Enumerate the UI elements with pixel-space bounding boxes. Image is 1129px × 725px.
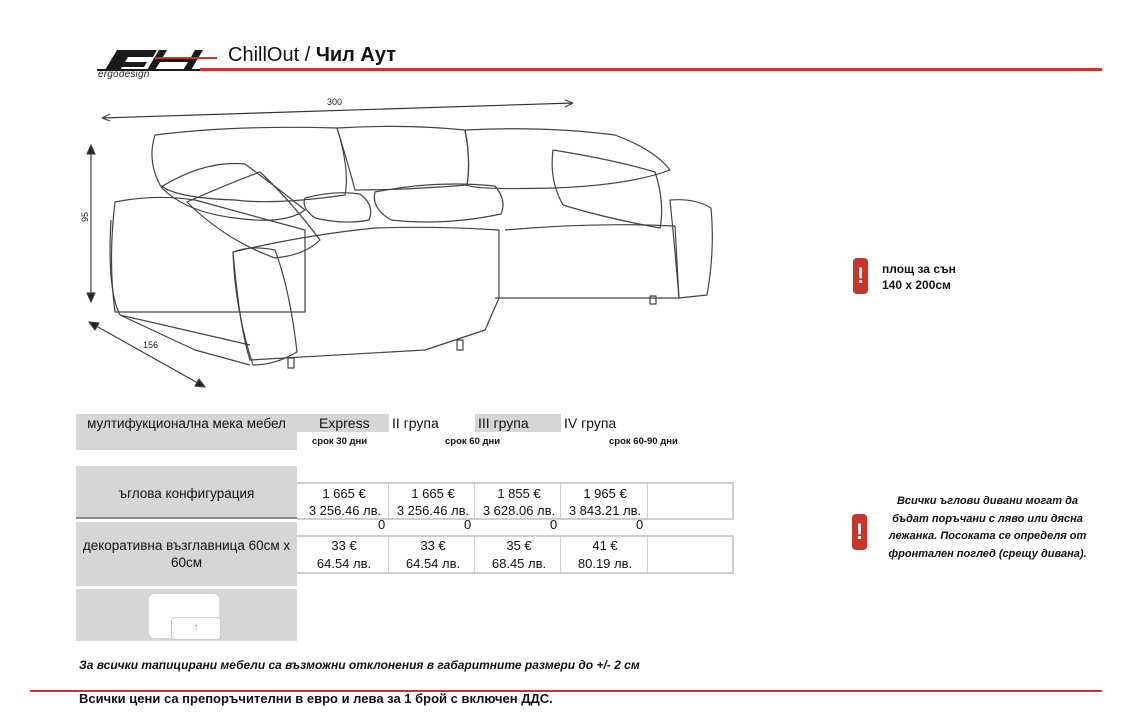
column-separator [388, 537, 389, 572]
page-title [228, 44, 396, 67]
price-bgn: 64.54 лв. [405, 556, 461, 571]
price-bgn: 3 628.06 лв. [482, 503, 556, 518]
logo-wordmark: ergodesign [98, 69, 150, 80]
group-4: IV група [564, 415, 617, 431]
price-eur: 1 965 € [583, 486, 627, 501]
up-arrow-icon[interactable]: ↑ [171, 617, 221, 640]
group-express: Express [319, 415, 370, 431]
row-label-cushion: декоративна възглавница 60см х 60см [82, 538, 291, 570]
term-express: срок 30 дни [312, 436, 368, 447]
price-eur: 33 € [331, 538, 357, 553]
price-bgn: 68.45 лв. [491, 556, 547, 571]
header-rule [200, 68, 1102, 71]
title-latin: ChillOut [228, 44, 300, 66]
title-cyrillic: Чил Аут [315, 44, 397, 66]
sleep-area-note [882, 261, 956, 293]
title-separator: / [299, 44, 316, 66]
sleep-area-size: 140 х 200см [882, 278, 951, 292]
term-group-4: срок 60-90 дни [609, 436, 678, 447]
group-2: II група [392, 415, 439, 431]
price-eur: 1 665 € [322, 486, 366, 501]
stray-zero: 0 [550, 517, 558, 532]
stray-zero: 0 [636, 517, 644, 532]
price-bgn: 64.54 лв. [316, 556, 372, 571]
price-bgn: 80.19 лв. [577, 556, 633, 571]
dimension-height: 95 [80, 211, 90, 222]
price-bgn: 3 843.21 лв. [568, 503, 642, 518]
table-header-label: мултифукционална мека мебел [87, 416, 286, 431]
sofa-diagram [75, 90, 735, 395]
exclamation-icon [852, 514, 867, 550]
corner-orientation-note: Всички ъглови дивани могат да бъдат поръчани с ляво или дясна лежанка. Посоката се определя от фронтален поглед (срещу дивана). [888, 495, 1087, 560]
term-groups-2-3: срок 60 дни [445, 436, 501, 447]
price-note: Всички цени са препоръчителни в евро и лева за 1 брой с включен ДДС. [79, 691, 553, 706]
stray-zero: 0 [378, 517, 386, 532]
dimension-width: 300 [327, 97, 343, 107]
price-bgn: 3 256.46 лв. [396, 503, 470, 518]
row-label-corner: ъглова конфигурация [118, 486, 255, 501]
price-eur: 33 € [420, 538, 446, 553]
group-3: III група [478, 415, 529, 431]
row-divider [76, 517, 297, 519]
exclamation-icon [853, 258, 868, 294]
price-eur: 1 855 € [497, 486, 541, 501]
sleep-area-label: площ за сън [882, 262, 956, 276]
deviation-note: За всички тапицирани мебели са възможни отклонения в габаритните размери до +/- 2 см [79, 658, 640, 672]
stray-zero: 0 [464, 517, 472, 532]
price-eur: 35 € [506, 538, 532, 553]
price-bgn: 3 256.46 лв. [308, 503, 382, 518]
price-eur: 41 € [592, 538, 618, 553]
price-eur: 1 665 € [411, 486, 455, 501]
dimension-depth: 156 [143, 340, 159, 350]
